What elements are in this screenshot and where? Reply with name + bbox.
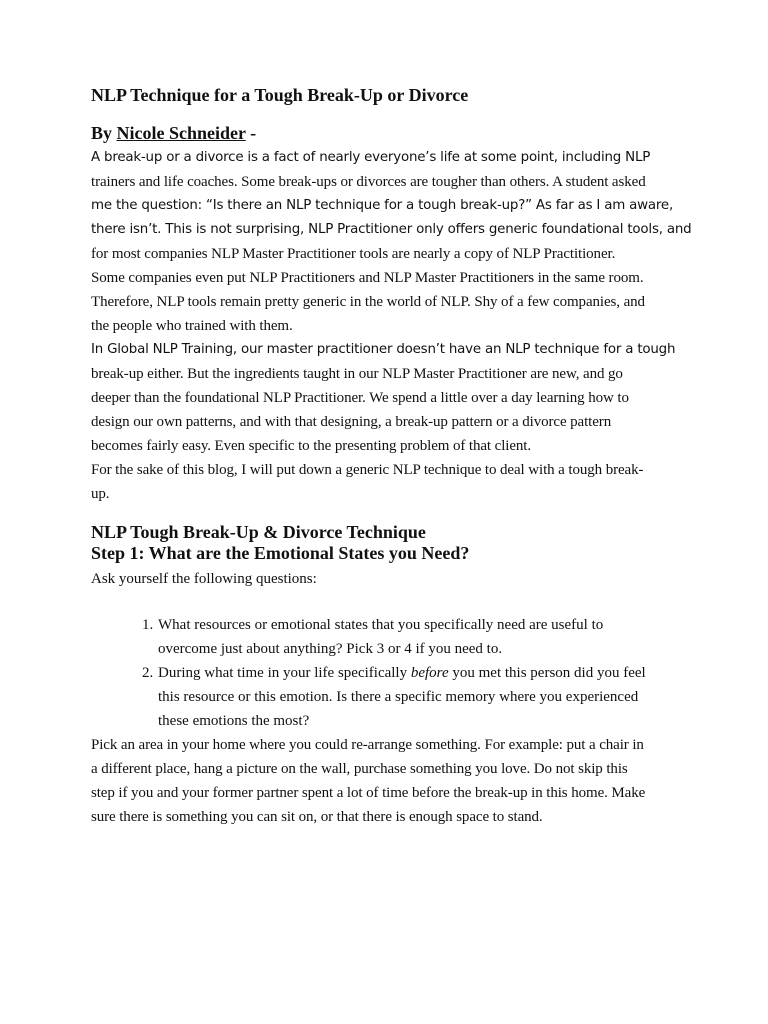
paragraph-line: for most companies NLP Master Practitioner tools are nearly a copy of NLP Practitioner. bbox=[91, 246, 616, 262]
list-item-line: these emotions the most? bbox=[158, 713, 310, 729]
paragraph-line: up. bbox=[91, 486, 110, 502]
list-item-text: you met this person did you feel bbox=[448, 665, 646, 681]
list-item-line bbox=[158, 661, 681, 685]
paragraph-line: me the question: “Is there an NLP technique for a tough break-up?” As far as I am aware, bbox=[91, 198, 674, 213]
paragraph-global-nlp bbox=[91, 338, 681, 458]
paragraph-line: deeper than the foundational NLP Practitioner. We spend a little over a day learning how to bbox=[91, 390, 629, 406]
document-page bbox=[91, 82, 692, 829]
paragraph-intro bbox=[91, 146, 692, 338]
paragraph-line: there isn’t. This is not surprising, NLP Practitioner only offers generic foundational tools, and bbox=[91, 222, 692, 237]
list-item bbox=[157, 613, 681, 661]
paragraph-line: design our own patterns, and with that designing, a break-up pattern or a divorce pattern bbox=[91, 414, 612, 430]
paragraph-line: Some companies even put NLP Practitioners and NLP Master Practitioners in the same room. bbox=[91, 270, 644, 286]
list-item bbox=[157, 661, 681, 733]
byline-prefix: By bbox=[91, 123, 113, 143]
list-item-line: this resource or this emotion. Is there a specific memory where you experienced bbox=[158, 689, 639, 705]
paragraph-line: Therefore, NLP tools remain pretty generic in the world of NLP. Shy of a few companies, and bbox=[91, 294, 645, 310]
paragraph-line: sure there is something you can sit on, or that there is enough space to stand. bbox=[91, 809, 543, 825]
questions-list bbox=[91, 613, 681, 733]
paragraph-line: Pick an area in your home where you could re-arrange something. For example: put a chair in bbox=[91, 737, 644, 753]
article-title: NLP Technique for a Tough Break-Up or Divorce bbox=[91, 85, 469, 105]
paragraph-line: the people who trained with them. bbox=[91, 318, 293, 334]
byline-suffix: - bbox=[250, 123, 257, 143]
author-link[interactable]: Nicole Schneider bbox=[116, 123, 246, 143]
questions-intro: Ask yourself the following questions: bbox=[91, 571, 317, 587]
step-heading: Step 1: What are the Emotional States you Need? bbox=[91, 543, 470, 563]
paragraph-line: A break-up or a divorce is a fact of nearly everyone’s life at some point, including NLP bbox=[91, 150, 651, 165]
emphasis-before: before bbox=[410, 665, 449, 681]
paragraph-line: For the sake of this blog, I will put down a generic NLP technique to deal with a tough break- bbox=[91, 462, 644, 478]
paragraph-line: becomes fairly easy. Even specific to the presenting problem of that client. bbox=[91, 438, 532, 454]
paragraph-blog-note bbox=[91, 458, 681, 506]
list-item-text: During what time in your life specifically bbox=[158, 665, 411, 681]
paragraph-line: trainers and life coaches. Some break-ups or divorces are tougher than others. A student asked bbox=[91, 174, 646, 190]
section-heading bbox=[91, 522, 681, 564]
paragraph-line: In Global NLP Training, our master practitioner doesn’t have an NLP technique for a tough bbox=[91, 342, 676, 357]
paragraph-line: break-up either. But the ingredients taught in our NLP Master Practitioner are new, and go bbox=[91, 366, 623, 382]
byline bbox=[91, 120, 681, 146]
list-item-line: overcome just about anything? Pick 3 or 4 if you need to. bbox=[158, 641, 503, 657]
list-item-line: 1. What resources or emotional states that you specifically need are useful to bbox=[158, 617, 604, 633]
paragraph-closing bbox=[91, 733, 681, 829]
paragraph-line: step if you and your former partner spent a lot of time before the break-up in this home. Make bbox=[91, 785, 646, 801]
technique-heading: NLP Tough Break-Up & Divorce Technique bbox=[91, 522, 426, 542]
paragraph-line: a different place, hang a picture on the wall, purchase something you love. Do not skip this bbox=[91, 761, 628, 777]
